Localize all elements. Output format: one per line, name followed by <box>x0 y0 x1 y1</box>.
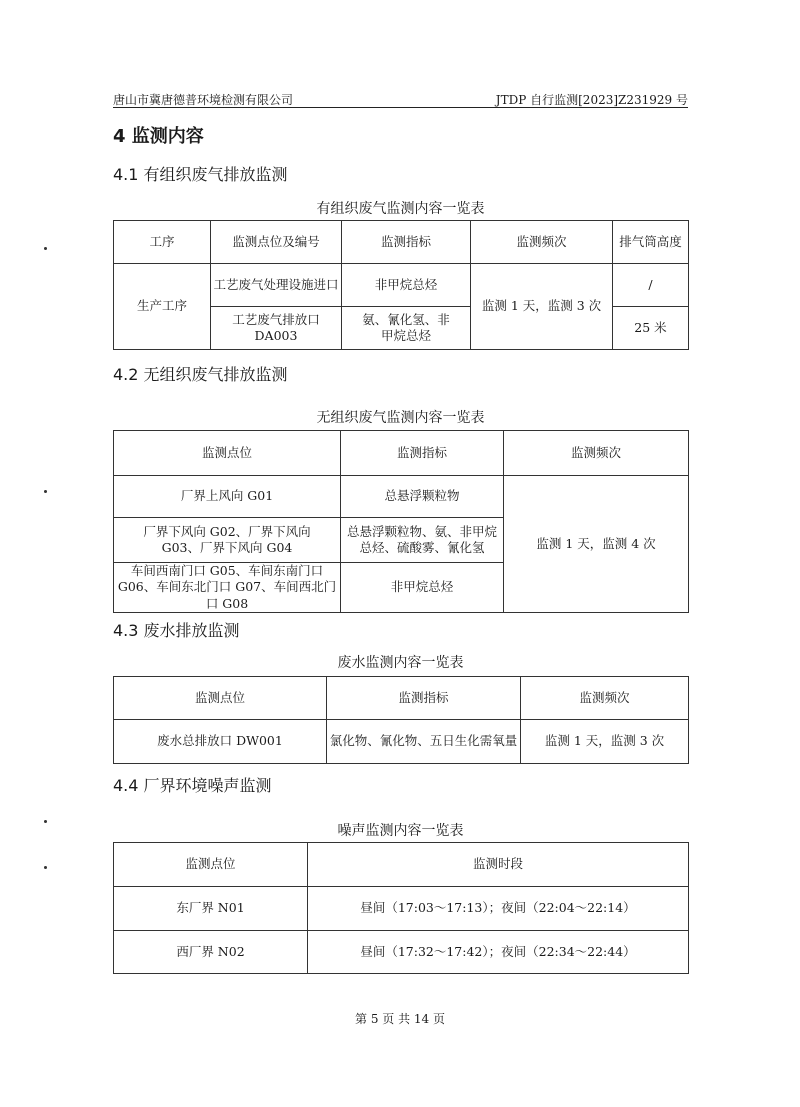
s41-header-frequency: 监测频次 <box>471 221 613 264</box>
s41-indicator-cell: 氨、氰化氢、非甲烷总烃 <box>342 307 471 350</box>
s44-point-cell: 东厂界 N01 <box>114 887 308 931</box>
s42-point-cell: 车间西南门口 G05、车间东南门口 G06、车间东北门口 G07、车间西北门口 G08 <box>114 563 341 613</box>
s42-caption: 无组织废气监测内容一览表 <box>316 410 485 426</box>
s42-point-cell: 厂界上风向 G01 <box>114 476 341 518</box>
scan-speck <box>44 820 47 823</box>
company-name: 唐山市冀唐德普环境检测有限公司 <box>113 93 294 107</box>
scan-speck <box>44 247 47 250</box>
s43-title: 4.3 废水排放监测 <box>113 621 240 640</box>
scan-speck <box>44 866 47 869</box>
s44-period-cell: 昼间（17:32～17:42）；夜间（22:34～22:44） <box>308 931 689 974</box>
s44-caption: 噪声监测内容一览表 <box>337 823 464 839</box>
s43-point-cell: 废水总排放口 DW001 <box>114 720 327 764</box>
s42-title: 4.2 无组织废气排放监测 <box>113 365 288 384</box>
s44-point-cell: 西厂界 N02 <box>114 931 308 974</box>
s41-header-process: 工序 <box>114 221 211 264</box>
page-number: 第 5 页 共 14 页 <box>355 1012 445 1026</box>
s42-point-cell: 厂界下风向 G02、厂界下风向 G03、厂界下风向 G04 <box>114 518 341 563</box>
s42-header-frequency: 监测频次 <box>504 431 689 476</box>
s41-process-cell: 生产工序 <box>114 264 211 350</box>
s41-point-cell: 工艺废气排放口 DA003 <box>211 307 342 350</box>
s44-period-cell: 昼间（17:03～17:13）；夜间（22:04～22:14） <box>308 887 689 931</box>
s42-frequency-cell: 监测 1 天，监测 4 次 <box>504 476 689 613</box>
table-row <box>114 887 689 931</box>
s42-table <box>113 430 689 613</box>
table-row <box>114 476 689 518</box>
table-row <box>114 720 689 764</box>
s42-header-point: 监测点位 <box>114 431 341 476</box>
s43-table <box>113 676 689 764</box>
s41-table <box>113 220 689 350</box>
s41-indicator-cell: 非甲烷总烃 <box>342 264 471 307</box>
s41-point-cell: 工艺废气处理设施进口 <box>211 264 342 307</box>
section-title: 4 监测内容 <box>113 126 204 147</box>
s43-header-frequency: 监测频次 <box>521 677 689 720</box>
s42-indicator-cell: 总悬浮颗粒物 <box>341 476 504 518</box>
s41-title: 4.1 有组织废气排放监测 <box>113 165 288 184</box>
table-row <box>114 931 689 974</box>
s44-title: 4.4 厂界环境噪声监测 <box>113 776 272 795</box>
table-row <box>114 264 689 307</box>
s43-frequency-cell: 监测 1 天，监测 3 次 <box>521 720 689 764</box>
s41-height-cell: 25 米 <box>613 307 689 350</box>
s41-caption: 有组织废气监测内容一览表 <box>316 201 485 217</box>
s43-indicator-cell: 氯化物、氰化物、五日生化需氧量 <box>327 720 521 764</box>
scan-speck <box>44 490 47 493</box>
s44-header-point: 监测点位 <box>114 843 308 887</box>
s41-header-height: 排气筒高度 <box>613 221 689 264</box>
s41-height-cell: / <box>613 264 689 307</box>
s41-frequency-cell: 监测 1 天，监测 3 次 <box>471 264 613 350</box>
header-divider <box>113 107 688 108</box>
s43-header-indicator: 监测指标 <box>327 677 521 720</box>
s44-header-period: 监测时段 <box>308 843 689 887</box>
report-number: JTDP 自行监测[2023]Z231929 号 <box>495 93 688 107</box>
s42-header-indicator: 监测指标 <box>341 431 504 476</box>
s42-indicator-cell: 非甲烷总烃 <box>341 563 504 613</box>
s44-table <box>113 842 689 974</box>
s41-header-indicator: 监测指标 <box>342 221 471 264</box>
s43-header-point: 监测点位 <box>114 677 327 720</box>
s43-caption: 废水监测内容一览表 <box>337 655 464 671</box>
s41-header-point: 监测点位及编号 <box>211 221 342 264</box>
s42-indicator-cell: 总悬浮颗粒物、氨、非甲烷总烃、硫酸雾、氰化氢 <box>341 518 504 563</box>
